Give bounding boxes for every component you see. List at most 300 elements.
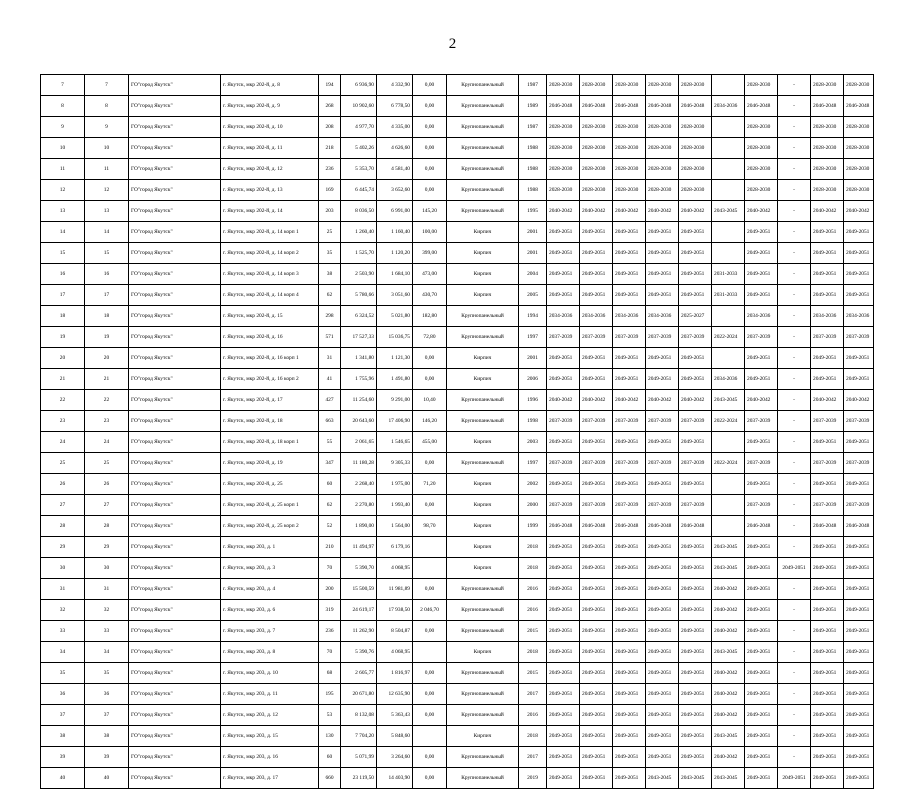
period-foundation-cell: 2049-2051: [613, 474, 646, 495]
period-roof-cell: 2049-2051: [547, 621, 580, 642]
residents-cell: 169: [319, 180, 341, 201]
row-index-cell: 13: [85, 201, 129, 222]
row-index-cell: 29: [85, 537, 129, 558]
table-row: [41, 96, 874, 117]
nonresidential-area-cell: 0,00: [413, 453, 447, 474]
table-row: [41, 621, 874, 642]
period-gas-cell: -: [778, 495, 811, 516]
period-electric-cell: 2028-2030: [745, 180, 778, 201]
period-heating-cell: 2049-2051: [646, 684, 679, 705]
living-area-cell: 1 816,97: [377, 663, 413, 684]
wall-material-cell: Кирпич: [447, 516, 519, 537]
period-basement-cell: 2046-2048: [844, 96, 874, 117]
living-area-cell: 9 291,00: [377, 390, 413, 411]
nonresidential-area-cell: 71,20: [413, 474, 447, 495]
build-year-cell: 2002: [519, 474, 547, 495]
nonresidential-area-cell: 0,00: [413, 75, 447, 96]
nonresidential-area-cell: 10,40: [413, 390, 447, 411]
wall-material-cell: Кирпич: [447, 243, 519, 264]
nonresidential-area-cell: 98,70: [413, 516, 447, 537]
municipality-cell: ГО"город Якутск": [129, 579, 221, 600]
municipality-cell: ГО"город Якутск": [129, 222, 221, 243]
period-water-cell: 2040-2042: [679, 201, 712, 222]
build-year-cell: 1988: [519, 138, 547, 159]
row-number-cell: 34: [41, 642, 85, 663]
period-electric-cell: 2046-2048: [745, 96, 778, 117]
period-electric-cell: 2028-2030: [745, 159, 778, 180]
residents-cell: 38: [319, 264, 341, 285]
residents-cell: 268: [319, 96, 341, 117]
period-electric-cell: 2049-2051: [745, 285, 778, 306]
residents-cell: 660: [319, 768, 341, 789]
living-area-cell: 15 036,75: [377, 327, 413, 348]
row-number-cell: 20: [41, 348, 85, 369]
period-roof-cell: 2049-2051: [547, 558, 580, 579]
row-number-cell: 11: [41, 159, 85, 180]
period-gas-cell: -: [778, 705, 811, 726]
period-foundation-cell: 2049-2051: [613, 768, 646, 789]
period-gas-cell: 2049-2051: [778, 558, 811, 579]
period-elevator-cell: 2031-2033: [712, 264, 745, 285]
period-elevator-cell: 2040-2042: [712, 747, 745, 768]
period-basement-cell: 2049-2051: [844, 432, 874, 453]
period-sewer-cell: 2028-2030: [811, 138, 844, 159]
residents-cell: 31: [319, 348, 341, 369]
period-sewer-cell: 2049-2051: [811, 348, 844, 369]
residents-cell: 70: [319, 642, 341, 663]
period-gas-cell: -: [778, 201, 811, 222]
row-index-cell: 22: [85, 390, 129, 411]
build-year-cell: 2016: [519, 705, 547, 726]
address-cell: г. Якутск, мкр 203, д. 10: [221, 663, 319, 684]
address-cell: г. Якутск, мкр 202-й, д. 18: [221, 411, 319, 432]
period-water-cell: 2037-2039: [679, 327, 712, 348]
period-gas-cell: -: [778, 75, 811, 96]
total-area-cell: 11 262,90: [341, 621, 377, 642]
table-row: [41, 726, 874, 747]
period-roof-cell: 2040-2042: [547, 201, 580, 222]
wall-material-cell: Крупнопанельный: [447, 747, 519, 768]
residents-cell: 41: [319, 369, 341, 390]
period-gas-cell: -: [778, 264, 811, 285]
wall-material-cell: Крупнопанельный: [447, 201, 519, 222]
living-area-cell: 4 581,40: [377, 159, 413, 180]
period-roof-cell: 2049-2051: [547, 243, 580, 264]
residents-cell: 319: [319, 600, 341, 621]
living-area-cell: 1 993,40: [377, 495, 413, 516]
living-area-cell: 6 991,00: [377, 201, 413, 222]
wall-material-cell: Крупнопанельный: [447, 306, 519, 327]
period-facade-cell: 2049-2051: [580, 642, 613, 663]
wall-material-cell: Кирпич: [447, 726, 519, 747]
wall-material-cell: Крупнопанельный: [447, 768, 519, 789]
period-electric-cell: 2037-2039: [745, 453, 778, 474]
period-foundation-cell: 2049-2051: [613, 726, 646, 747]
nonresidential-area-cell: 182,80: [413, 306, 447, 327]
nonresidential-area-cell: 146,20: [413, 411, 447, 432]
period-facade-cell: 2049-2051: [580, 222, 613, 243]
row-number-cell: 32: [41, 600, 85, 621]
row-number-cell: 17: [41, 285, 85, 306]
address-cell: г. Якутск, мкр 203, д. 17: [221, 768, 319, 789]
row-index-cell: 36: [85, 684, 129, 705]
row-number-cell: 16: [41, 264, 85, 285]
period-heating-cell: 2049-2051: [646, 222, 679, 243]
municipality-cell: ГО"город Якутск": [129, 138, 221, 159]
period-roof-cell: 2028-2030: [547, 159, 580, 180]
build-year-cell: 1999: [519, 516, 547, 537]
period-elevator-cell: 2040-2042: [712, 600, 745, 621]
period-basement-cell: 2049-2051: [844, 537, 874, 558]
period-sewer-cell: 2049-2051: [811, 474, 844, 495]
period-basement-cell: 2049-2051: [844, 621, 874, 642]
period-basement-cell: 2049-2051: [844, 474, 874, 495]
build-year-cell: 2018: [519, 537, 547, 558]
period-electric-cell: 2049-2051: [745, 684, 778, 705]
period-sewer-cell: 2049-2051: [811, 768, 844, 789]
period-water-cell: 2049-2051: [679, 474, 712, 495]
period-electric-cell: 2049-2051: [745, 621, 778, 642]
nonresidential-area-cell: [413, 537, 447, 558]
period-gas-cell: -: [778, 138, 811, 159]
wall-material-cell: Крупнопанельный: [447, 600, 519, 621]
period-elevator-cell: 2040-2042: [712, 579, 745, 600]
period-water-cell: 2028-2030: [679, 138, 712, 159]
period-foundation-cell: 2037-2039: [613, 411, 646, 432]
total-area-cell: 23 119,50: [341, 768, 377, 789]
period-roof-cell: 2049-2051: [547, 348, 580, 369]
municipality-cell: ГО"город Якутск": [129, 285, 221, 306]
period-facade-cell: 2049-2051: [580, 768, 613, 789]
row-number-cell: 40: [41, 768, 85, 789]
wall-material-cell: Кирпич: [447, 474, 519, 495]
period-roof-cell: 2028-2030: [547, 117, 580, 138]
period-water-cell: 2025-2027: [679, 306, 712, 327]
period-elevator-cell: 2043-2045: [712, 726, 745, 747]
period-facade-cell: 2049-2051: [580, 663, 613, 684]
period-roof-cell: 2049-2051: [547, 663, 580, 684]
period-sewer-cell: 2028-2030: [811, 180, 844, 201]
build-year-cell: 2004: [519, 264, 547, 285]
table-row: [41, 642, 874, 663]
build-year-cell: 2006: [519, 369, 547, 390]
table-row: [41, 495, 874, 516]
living-area-cell: 1 160,40: [377, 222, 413, 243]
period-water-cell: 2037-2039: [679, 411, 712, 432]
period-roof-cell: 2049-2051: [547, 222, 580, 243]
table-row: [41, 138, 874, 159]
period-electric-cell: 2049-2051: [745, 558, 778, 579]
period-basement-cell: 2040-2042: [844, 390, 874, 411]
table-row: [41, 432, 874, 453]
table-row: [41, 180, 874, 201]
total-area-cell: 6 936,90: [341, 75, 377, 96]
period-sewer-cell: 2037-2039: [811, 411, 844, 432]
period-heating-cell: 2049-2051: [646, 537, 679, 558]
period-gas-cell: -: [778, 306, 811, 327]
period-sewer-cell: 2049-2051: [811, 222, 844, 243]
period-sewer-cell: 2049-2051: [811, 432, 844, 453]
period-basement-cell: 2049-2051: [844, 663, 874, 684]
period-roof-cell: 2028-2030: [547, 75, 580, 96]
row-index-cell: 14: [85, 222, 129, 243]
total-area-cell: 6 445,74: [341, 180, 377, 201]
total-area-cell: 20 671,80: [341, 684, 377, 705]
build-year-cell: 2003: [519, 432, 547, 453]
period-foundation-cell: 2049-2051: [613, 579, 646, 600]
period-water-cell: 2049-2051: [679, 663, 712, 684]
period-water-cell: 2049-2051: [679, 432, 712, 453]
period-foundation-cell: 2028-2030: [613, 138, 646, 159]
period-water-cell: 2049-2051: [679, 537, 712, 558]
row-index-cell: 32: [85, 600, 129, 621]
municipality-cell: ГО"город Якутск": [129, 537, 221, 558]
period-electric-cell: 2049-2051: [745, 726, 778, 747]
period-facade-cell: 2028-2030: [580, 117, 613, 138]
period-electric-cell: 2037-2039: [745, 495, 778, 516]
row-number-cell: 36: [41, 684, 85, 705]
total-area-cell: 8 036,50: [341, 201, 377, 222]
residents-cell: 663: [319, 411, 341, 432]
period-basement-cell: 2028-2030: [844, 159, 874, 180]
build-year-cell: 1988: [519, 180, 547, 201]
period-heating-cell: 2049-2051: [646, 600, 679, 621]
municipality-cell: ГО"город Якутск": [129, 642, 221, 663]
wall-material-cell: Крупнопанельный: [447, 411, 519, 432]
period-sewer-cell: 2049-2051: [811, 684, 844, 705]
period-gas-cell: -: [778, 222, 811, 243]
address-cell: г. Якутск, мкр 202-й, д. 15: [221, 306, 319, 327]
total-area-cell: 1 525,70: [341, 243, 377, 264]
row-index-cell: 30: [85, 558, 129, 579]
residents-cell: 52: [319, 516, 341, 537]
residents-cell: 194: [319, 75, 341, 96]
nonresidential-area-cell: 0,00: [413, 621, 447, 642]
table-row: [41, 75, 874, 96]
row-number-cell: 35: [41, 663, 85, 684]
address-cell: г. Якутск, мкр 203, д. 11: [221, 684, 319, 705]
address-cell: г. Якутск, мкр 202-й, д. 13: [221, 180, 319, 201]
row-number-cell: 12: [41, 180, 85, 201]
period-sewer-cell: 2049-2051: [811, 558, 844, 579]
period-elevator-cell: [712, 138, 745, 159]
period-water-cell: 2049-2051: [679, 579, 712, 600]
row-number-cell: 14: [41, 222, 85, 243]
wall-material-cell: Кирпич: [447, 537, 519, 558]
municipality-cell: ГО"город Якутск": [129, 663, 221, 684]
period-roof-cell: 2040-2042: [547, 390, 580, 411]
period-foundation-cell: 2046-2048: [613, 516, 646, 537]
total-area-cell: 1 890,00: [341, 516, 377, 537]
municipality-cell: ГО"город Якутск": [129, 558, 221, 579]
row-number-cell: 37: [41, 705, 85, 726]
period-electric-cell: 2046-2048: [745, 516, 778, 537]
period-gas-cell: -: [778, 369, 811, 390]
nonresidential-area-cell: 145,20: [413, 201, 447, 222]
living-area-cell: 17 406,90: [377, 411, 413, 432]
period-gas-cell: -: [778, 180, 811, 201]
period-sewer-cell: 2037-2039: [811, 453, 844, 474]
nonresidential-area-cell: 0,00: [413, 348, 447, 369]
period-sewer-cell: 2046-2048: [811, 96, 844, 117]
table-row: [41, 390, 874, 411]
row-number-cell: 8: [41, 96, 85, 117]
total-area-cell: 2 270,80: [341, 495, 377, 516]
nonresidential-area-cell: 0,00: [413, 180, 447, 201]
period-heating-cell: 2049-2051: [646, 705, 679, 726]
period-water-cell: 2049-2051: [679, 600, 712, 621]
period-elevator-cell: 2043-2045: [712, 537, 745, 558]
row-number-cell: 28: [41, 516, 85, 537]
period-water-cell: 2037-2039: [679, 453, 712, 474]
living-area-cell: 6 778,50: [377, 96, 413, 117]
period-water-cell: 2049-2051: [679, 348, 712, 369]
row-number-cell: 30: [41, 558, 85, 579]
living-area-cell: 1 121,30: [377, 348, 413, 369]
build-year-cell: 2016: [519, 579, 547, 600]
period-electric-cell: 2040-2042: [745, 201, 778, 222]
address-cell: г. Якутск, мкр 202-й, д. 14 корп 4: [221, 285, 319, 306]
period-heating-cell: 2037-2039: [646, 327, 679, 348]
total-area-cell: 11 494,97: [341, 537, 377, 558]
address-cell: г. Якутск, мкр 202-й, д. 18 корп 1: [221, 432, 319, 453]
table-row: [41, 411, 874, 432]
build-year-cell: 1987: [519, 75, 547, 96]
wall-material-cell: Крупнопанельный: [447, 117, 519, 138]
nonresidential-area-cell: 0,00: [413, 579, 447, 600]
total-area-cell: 11 254,60: [341, 390, 377, 411]
period-basement-cell: 2049-2051: [844, 285, 874, 306]
period-basement-cell: 2046-2048: [844, 516, 874, 537]
period-gas-cell: -: [778, 474, 811, 495]
period-gas-cell: 2049-2051: [778, 768, 811, 789]
period-gas-cell: -: [778, 621, 811, 642]
address-cell: г. Якутск, мкр 202-й, д. 25 корп 2: [221, 516, 319, 537]
period-facade-cell: 2049-2051: [580, 579, 613, 600]
address-cell: г. Якутск, мкр 202-й, д. 14 корп 1: [221, 222, 319, 243]
total-area-cell: 5 071,99: [341, 747, 377, 768]
nonresidential-area-cell: 0,00: [413, 369, 447, 390]
period-sewer-cell: 2049-2051: [811, 537, 844, 558]
living-area-cell: 4 335,00: [377, 117, 413, 138]
period-basement-cell: 2049-2051: [844, 579, 874, 600]
living-area-cell: 1 975,00: [377, 474, 413, 495]
build-year-cell: 1987: [519, 117, 547, 138]
table-row: [41, 579, 874, 600]
period-elevator-cell: [712, 222, 745, 243]
residents-cell: 62: [319, 285, 341, 306]
period-facade-cell: 2046-2048: [580, 516, 613, 537]
wall-material-cell: Крупнопанельный: [447, 159, 519, 180]
wall-material-cell: Кирпич: [447, 432, 519, 453]
period-foundation-cell: 2040-2042: [613, 390, 646, 411]
residents-cell: 427: [319, 390, 341, 411]
residents-cell: 60: [319, 747, 341, 768]
build-year-cell: 1997: [519, 453, 547, 474]
row-index-cell: 21: [85, 369, 129, 390]
period-sewer-cell: 2028-2030: [811, 75, 844, 96]
total-area-cell: 17 527,33: [341, 327, 377, 348]
total-area-cell: 5 353,70: [341, 159, 377, 180]
period-roof-cell: 2049-2051: [547, 705, 580, 726]
municipality-cell: ГО"город Якутск": [129, 180, 221, 201]
period-heating-cell: 2034-2036: [646, 306, 679, 327]
municipality-cell: ГО"город Якутск": [129, 411, 221, 432]
period-water-cell: 2046-2048: [679, 516, 712, 537]
residents-cell: 203: [319, 201, 341, 222]
table-row: [41, 663, 874, 684]
row-number-cell: 39: [41, 747, 85, 768]
row-number-cell: 13: [41, 201, 85, 222]
living-area-cell: 1 564,00: [377, 516, 413, 537]
period-sewer-cell: 2028-2030: [811, 117, 844, 138]
period-elevator-cell: [712, 348, 745, 369]
period-roof-cell: 2037-2039: [547, 411, 580, 432]
period-elevator-cell: [712, 495, 745, 516]
row-index-cell: 39: [85, 747, 129, 768]
period-electric-cell: 2049-2051: [745, 432, 778, 453]
period-sewer-cell: 2049-2051: [811, 243, 844, 264]
period-water-cell: 2049-2051: [679, 642, 712, 663]
period-water-cell: 2049-2051: [679, 264, 712, 285]
living-area-cell: 14 403,90: [377, 768, 413, 789]
period-foundation-cell: 2049-2051: [613, 222, 646, 243]
nonresidential-area-cell: 0,00: [413, 747, 447, 768]
row-number-cell: 29: [41, 537, 85, 558]
period-water-cell: 2028-2030: [679, 180, 712, 201]
period-water-cell: 2046-2048: [679, 96, 712, 117]
period-elevator-cell: [712, 306, 745, 327]
period-heating-cell: 2040-2042: [646, 201, 679, 222]
address-cell: г. Якутск, мкр 202-й, д. 12: [221, 159, 319, 180]
period-electric-cell: 2049-2051: [745, 474, 778, 495]
period-sewer-cell: 2040-2042: [811, 390, 844, 411]
period-roof-cell: 2049-2051: [547, 432, 580, 453]
nonresidential-area-cell: 399,00: [413, 243, 447, 264]
row-index-cell: 20: [85, 348, 129, 369]
row-index-cell: 40: [85, 768, 129, 789]
build-year-cell: 1996: [519, 390, 547, 411]
period-foundation-cell: 2037-2039: [613, 327, 646, 348]
row-number-cell: 21: [41, 369, 85, 390]
residents-cell: 571: [319, 327, 341, 348]
address-cell: г. Якутск, мкр 202-й, д. 17: [221, 390, 319, 411]
living-area-cell: 1 491,80: [377, 369, 413, 390]
period-sewer-cell: 2037-2039: [811, 495, 844, 516]
wall-material-cell: Кирпич: [447, 285, 519, 306]
total-area-cell: 1 755,96: [341, 369, 377, 390]
municipality-cell: ГО"город Якутск": [129, 432, 221, 453]
total-area-cell: 7 704,20: [341, 726, 377, 747]
period-facade-cell: 2049-2051: [580, 705, 613, 726]
period-facade-cell: 2034-2036: [580, 306, 613, 327]
row-index-cell: 19: [85, 327, 129, 348]
total-area-cell: 5 402,26: [341, 138, 377, 159]
period-electric-cell: 2049-2051: [745, 600, 778, 621]
wall-material-cell: Крупнопанельный: [447, 75, 519, 96]
period-roof-cell: 2049-2051: [547, 579, 580, 600]
period-sewer-cell: 2049-2051: [811, 726, 844, 747]
period-elevator-cell: [712, 75, 745, 96]
row-index-cell: 26: [85, 474, 129, 495]
address-cell: г. Якутск, мкр 203, д. 7: [221, 621, 319, 642]
wall-material-cell: Кирпич: [447, 264, 519, 285]
period-facade-cell: 2049-2051: [580, 348, 613, 369]
period-sewer-cell: 2034-2036: [811, 306, 844, 327]
period-elevator-cell: 2022-2024: [712, 453, 745, 474]
period-elevator-cell: 2022-2024: [712, 327, 745, 348]
period-elevator-cell: 2034-2036: [712, 369, 745, 390]
